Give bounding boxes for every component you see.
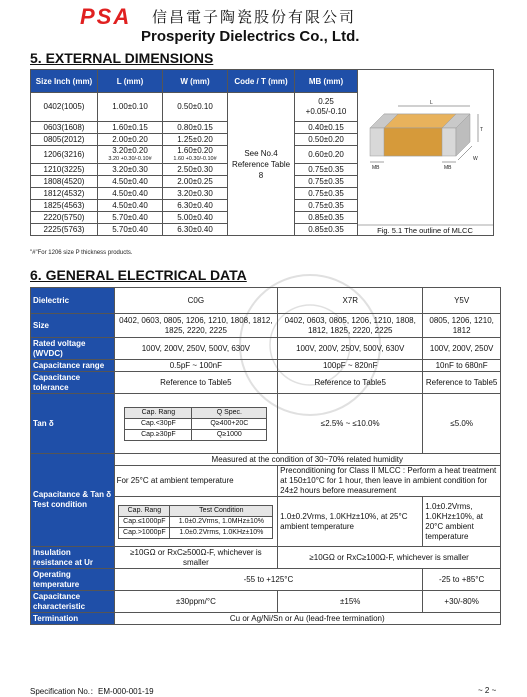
row-operating-temperature [31,569,501,591]
cell-w: 5.00±0.40 [163,212,228,224]
dim-label-w: W [473,156,478,162]
row-insulation-resistance [31,547,501,569]
captol-c0g: Reference to Table5 [114,372,278,394]
captol-x7r: Reference to Table5 [278,372,423,394]
label-operating-temperature: Operating temperature [31,569,115,591]
row-test-condition-humidity [31,454,501,466]
cell-w: 6.30±0.40 [163,224,228,236]
q-spec-head-cap: Cap. Rang [125,407,192,418]
cell-l: 1.00±0.10 [98,93,163,122]
caprange-y5v: 10nF to 680nF [423,360,501,372]
dim-label-mb-right: MB [444,165,452,171]
tc-head-cond: Test Condition [170,505,273,516]
cell-w: 0.50±0.10 [163,93,228,122]
col-mb: MB (mm) [295,70,358,93]
q-spec-cap: Cap.<30pF [125,418,192,429]
cell-l: 1.60±0.15 [98,122,163,134]
company-name-english: Prosperity Dielectrics Co., Ltd. [141,28,360,45]
dim-label-mb-left: MB [372,165,380,171]
row-capacitance-range [31,360,501,372]
label-dielectric: Dielectric [31,288,115,314]
size-x7r: 0402, 0603, 0805, 1206, 1210, 1808, 1812, 1825, 2220, 2225 [278,314,423,338]
label-capacitance-characteristic: Capacitance characteristic [31,591,115,613]
table-header-row [31,70,494,93]
caprange-x7r: 100pF ~ 820nF [278,360,423,372]
cell-mb: 0.85±0.35 [295,212,358,224]
capchar-y5v: +30/-80% [423,591,501,613]
general-electrical-data-table [30,287,501,625]
cell-w: 0.80±0.15 [163,122,228,134]
cell-l-sub: 3.20 +0.30/-0.10# [108,156,152,162]
dim-label-t: T [480,127,484,133]
capchar-x7r: ±15% [278,591,423,613]
cell-mb: 0.85±0.35 [295,224,358,236]
test-x7r: 1.0±0.2Vrms, 1.0KHz±10%, at 25°C ambient temperature [278,497,423,547]
cell-l: 4.50±0.40 [98,188,163,200]
mlcc-outline-figure [358,70,493,235]
q-spec-head-q: Q Spec. [192,407,267,418]
cell-l: 3.20±0.30 [98,164,163,176]
tc-cap: Cap.≤1000pF [119,516,170,527]
cell-w-main: 1.60±0.20 [177,146,213,155]
cell-l [98,146,163,164]
cell-size: 1206(3216) [31,146,98,164]
cell-size: 2220(5750) [31,212,98,224]
size-y5v: 0805, 1206, 1210, 1812 [423,314,501,338]
label-size: Size [31,314,115,338]
dielectric-y5v: Y5V [423,288,501,314]
label-capacitance-range: Capacitance range [31,360,115,372]
cell-code-t-note: See No.4 Reference Table 8 [228,93,295,236]
cell-w: 2.50±0.30 [163,164,228,176]
label-rated-voltage: Rated voltage (WVDC) [31,338,115,360]
tc-cond: 1.0±0.2Vrms, 1.0KHz±10% [170,527,273,538]
figure-caption: Fig. 5.1 The outline of MLCC [377,226,473,235]
row-capacitance-tolerance [31,372,501,394]
cell-w [163,146,228,164]
dielectric-x7r: X7R [278,288,423,314]
cell-size: 1825(4563) [31,200,98,212]
cell-size: 2225(5763) [31,224,98,236]
section-6-title: 6. GENERAL ELECTRICAL DATA [30,267,247,283]
cell-w-sub: 1.60 +0.30/-0.10# [173,156,217,162]
cell-mb: 0.75±0.35 [295,164,358,176]
footnote-1206: "#"For 1206 size P thickness products. [30,250,133,256]
q-spec-q: Q≥1000 [192,429,267,440]
cell-w: 1.25±0.20 [163,134,228,146]
tand-c0g [114,394,278,454]
company-logo: PSA [80,4,132,29]
test-c0g-ambient: For 25°C at ambient temperature [114,466,278,497]
cell-mb: 0.75±0.35 [295,200,358,212]
row-size [31,314,501,338]
termination-value: Cu or Ag/Ni/Sn or Au (lead-free termination) [114,613,500,625]
optemp-c0g-x7r: -55 to +125°C [114,569,423,591]
row-dielectric [31,288,501,314]
captol-y5v: Reference to Table5 [423,372,501,394]
tand-x7r: ≤2.5% ~ ≤10.0% [278,394,423,454]
row-termination [31,613,501,625]
cell-w: 2.00±0.25 [163,176,228,188]
test-y5v: 1.0±0.2Vrms, 1.0KHz±10%, at 20°C ambient temperature [423,497,501,547]
ir-c0g: ≥10GΩ or RxC≥500Ω-F, whichever is smaller [114,547,278,569]
rated-c0g: 100V, 200V, 250V, 500V, 630V [114,338,278,360]
size-c0g: 0402, 0603, 0805, 1206, 1210, 1808, 1812, 1825, 2220, 2225 [114,314,278,338]
cell-l: 4.50±0.40 [98,200,163,212]
col-l: L (mm) [98,70,163,93]
label-termination: Termination [31,613,115,625]
section-5-title: 5. EXTERNAL DIMENSIONS [30,50,214,66]
cell-size: 1210(3225) [31,164,98,176]
test-condition-table [118,505,273,539]
label-insulation-resistance: Insulation resistance at Ur [31,547,115,569]
q-spec-q: Q≥400+20C [192,418,267,429]
cell-size: 1812(4532) [31,188,98,200]
cell-size: 0402(1005) [31,93,98,122]
spec-number: Specification No.：EM-000-001-19 [30,687,154,696]
tc-cap: Cap.>1000pF [119,527,170,538]
mlcc-figure-cell [358,70,494,236]
cell-size: 1808(4520) [31,176,98,188]
cell-mb: 0.50±0.20 [295,134,358,146]
ir-class2: ≥10GΩ or RxC≥100Ω-F, whichever is smaller [278,547,501,569]
page-header [0,0,527,48]
cell-mb: 0.40±0.15 [295,122,358,134]
rated-x7r: 100V, 200V, 250V, 500V, 630V [278,338,423,360]
cell-l: 5.70±0.40 [98,224,163,236]
test-humidity: Measured at the condition of 30~70% related humidity [114,454,500,466]
test-class2-precondition: Preconditioning for Class II MLCC : Perform a heat treatment at 150±10°C for 1 hour, then leave in ambient condition for 24±2 hours before measurement [278,466,501,497]
cell-w: 3.20±0.30 [163,188,228,200]
tand-y5v: ≤5.0% [423,394,501,454]
cell-l: 2.00±0.20 [98,134,163,146]
cell-mb: 0.60±0.20 [295,146,358,164]
cell-mb: 0.75±0.35 [295,176,358,188]
label-test-condition: Capacitance & Tan δ Test condition [31,454,115,547]
cell-size: 0805(2012) [31,134,98,146]
company-name-chinese: 信昌電子陶瓷股份有限公司 [152,8,357,26]
cell-w: 6.30±0.40 [163,200,228,212]
caprange-c0g: 0.5pF ~ 100nF [114,360,278,372]
label-tan-delta: Tan δ [31,394,115,454]
tc-head-cap: Cap. Rang [119,505,170,516]
label-capacitance-tolerance: Capacitance tolerance [31,372,115,394]
q-spec-table [124,407,267,441]
test-c0g-detail [114,497,278,547]
row-tan-delta [31,394,501,454]
page-number: ~ 2 ~ [478,686,497,695]
optemp-y5v: -25 to +85°C [423,569,501,591]
q-spec-cap: Cap.≥30pF [125,429,192,440]
dim-label-l: L [430,100,433,106]
cell-l: 4.50±0.40 [98,176,163,188]
col-code-t: Code / T (mm) [228,70,295,93]
dielectric-c0g: C0G [114,288,278,314]
col-w: W (mm) [163,70,228,93]
cell-mb: 0.75±0.35 [295,188,358,200]
cell-size: 0603(1608) [31,122,98,134]
external-dimensions-table [30,69,494,236]
cell-l-main: 3.20±0.20 [112,146,148,155]
col-size: Size Inch (mm) [31,70,98,93]
capchar-c0g: ±30ppm/°C [114,591,278,613]
cell-l: 5.70±0.40 [98,212,163,224]
cell-mb: 0.25 +0.05/-0.10 [295,93,358,122]
tc-cond: 1.0±0.2Vrms, 1.0MHz±10% [170,516,273,527]
rated-y5v: 100V, 200V, 250V [423,338,501,360]
row-capacitance-characteristic [31,591,501,613]
row-rated-voltage [31,338,501,360]
